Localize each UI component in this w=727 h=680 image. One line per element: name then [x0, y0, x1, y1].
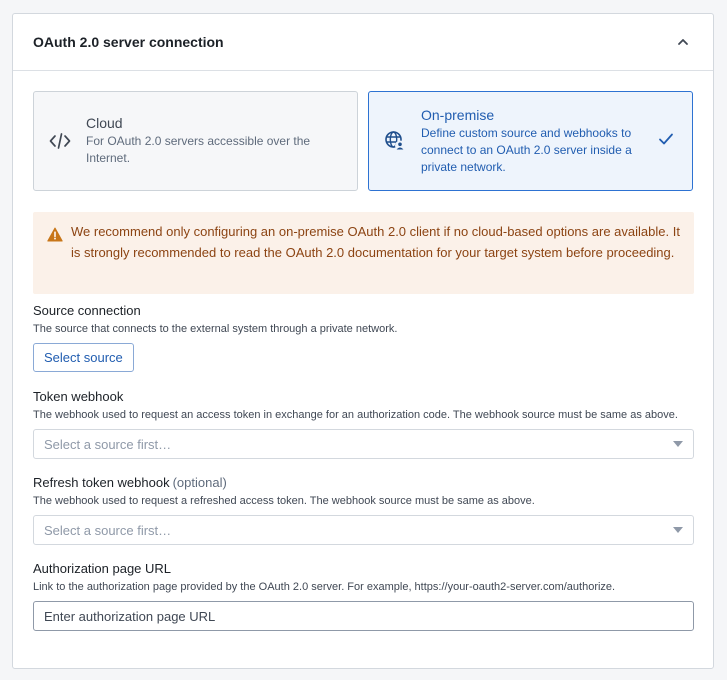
checkmark-icon — [658, 132, 678, 151]
cloud-option-description: For OAuth 2.0 servers accessible over the Internet. — [86, 134, 311, 165]
on-premise-option-description: Define custom source and webhooks to connect to an OAuth 2.0 server inside a private network. — [421, 125, 632, 174]
source-connection-field — [33, 303, 694, 372]
warning-callout — [33, 212, 694, 294]
refresh-token-webhook-field — [33, 475, 694, 545]
authorization-url-help: Link to the authorization page provided by the OAuth 2.0 server. For example, https://your-oauth2-server.com/authorize. — [33, 581, 616, 593]
optional-tag: (optional) — [172, 475, 227, 490]
refresh-token-webhook-help: The webhook used to request a refreshed access token. The webhook source must be same as above. — [33, 495, 535, 507]
on-premise-option-card[interactable] — [368, 91, 693, 191]
token-webhook-select[interactable] — [33, 429, 694, 459]
refresh-token-webhook-select[interactable] — [33, 515, 694, 545]
authorization-url-input[interactable] — [33, 601, 694, 631]
panel-header[interactable] — [13, 14, 713, 71]
source-connection-help: The source that connects to the external system through a private network. — [33, 323, 398, 335]
cloud-option-title: Cloud — [86, 115, 123, 131]
code-icon — [48, 129, 72, 153]
refresh-token-webhook-placeholder: Select a source first… — [44, 522, 172, 538]
panel-title: OAuth 2.0 server connection — [33, 34, 224, 50]
source-connection-label: Source connection — [33, 303, 141, 318]
warning-text: We recommend only configuring an on-premise OAuth 2.0 client if no cloud-based options are available. It is strongly recommended to read the OAuth 2.0 documentation for your target system before proceeding. — [71, 224, 680, 260]
caret-down-icon — [673, 439, 683, 449]
oauth-connection-panel — [12, 13, 714, 669]
caret-down-icon — [673, 525, 683, 535]
token-webhook-field — [33, 389, 694, 459]
cloud-option-card[interactable] — [33, 91, 358, 191]
authorization-url-field — [33, 561, 694, 631]
globe-network-icon — [383, 129, 407, 153]
token-webhook-help: The webhook used to request an access token in exchange for an authorization code. The webhook source must be same as above. — [33, 409, 678, 421]
authorization-url-label: Authorization page URL — [33, 561, 172, 576]
chevron-up-icon[interactable] — [673, 32, 693, 52]
select-source-button[interactable]: Select source — [33, 343, 134, 372]
token-webhook-label: Token webhook — [33, 389, 124, 404]
connection-type-options — [33, 91, 694, 191]
on-premise-option-title: On-premise — [421, 106, 495, 123]
refresh-token-webhook-label: Refresh token webhook — [33, 475, 170, 490]
warning-sign-icon — [47, 227, 63, 243]
token-webhook-placeholder: Select a source first… — [44, 436, 172, 452]
